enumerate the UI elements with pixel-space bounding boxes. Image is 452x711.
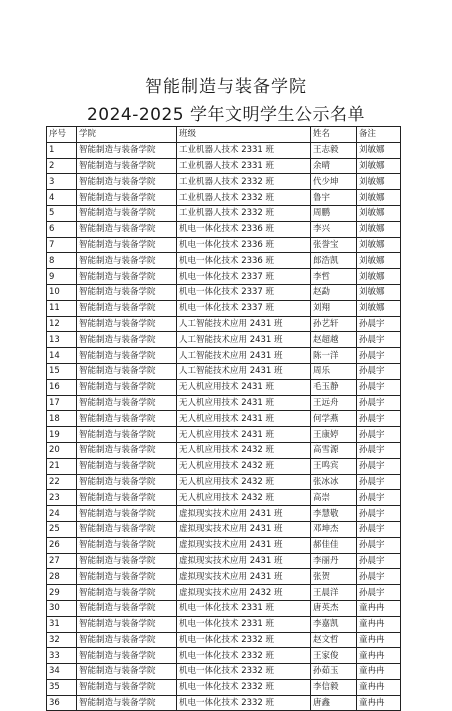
cell-index: 27	[47, 553, 77, 569]
cell-index: 5	[47, 205, 77, 221]
table-row	[47, 569, 401, 585]
table-row	[47, 411, 401, 427]
cell-name: 郝佳佳	[311, 537, 357, 553]
cell-remark: 童冉冉	[357, 632, 401, 648]
cell-remark: 童冉冉	[357, 648, 401, 664]
cell-remark: 刘敏娜	[357, 174, 401, 190]
header-class: 班级	[177, 127, 311, 143]
table-row	[47, 205, 401, 221]
cell-name: 李慧敬	[311, 506, 357, 522]
cell-index: 34	[47, 664, 77, 680]
cell-index: 20	[47, 442, 77, 458]
cell-remark: 孙晨宇	[357, 332, 401, 348]
table-row	[47, 664, 401, 680]
cell-college: 智能制造与装备学院	[77, 442, 177, 458]
cell-index: 11	[47, 300, 77, 316]
cell-remark: 孙晨宇	[357, 348, 401, 364]
cell-college: 智能制造与装备学院	[77, 679, 177, 695]
cell-class: 机电一体化技术 2331 班	[177, 600, 311, 616]
cell-class: 机电一体化技术 2336 班	[177, 253, 311, 269]
cell-index: 12	[47, 316, 77, 332]
cell-index: 28	[47, 569, 77, 585]
cell-remark: 孙晨宇	[357, 395, 401, 411]
cell-class: 人工智能技术应用 2431 班	[177, 348, 311, 364]
cell-name: 代少坤	[311, 174, 357, 190]
cell-remark: 童冉冉	[357, 600, 401, 616]
cell-remark: 孙晨宇	[357, 490, 401, 506]
cell-class: 虚拟现实技术应用 2431 班	[177, 537, 311, 553]
cell-class: 机电一体化技术 2332 班	[177, 679, 311, 695]
cell-name: 李丽丹	[311, 553, 357, 569]
cell-name: 李兴	[311, 221, 357, 237]
cell-index: 9	[47, 269, 77, 285]
cell-college: 智能制造与装备学院	[77, 474, 177, 490]
table-row	[47, 616, 401, 632]
cell-college: 智能制造与装备学院	[77, 379, 177, 395]
cell-name: 刘翔	[311, 300, 357, 316]
cell-class: 虚拟现实技术应用 2432 班	[177, 585, 311, 601]
table-row	[47, 442, 401, 458]
cell-index: 29	[47, 585, 77, 601]
cell-remark: 童冉冉	[357, 695, 401, 711]
cell-college: 智能制造与装备学院	[77, 585, 177, 601]
cell-index: 22	[47, 474, 77, 490]
table-row	[47, 142, 401, 158]
cell-name: 周鹏	[311, 205, 357, 221]
cell-class: 无人机应用技术 2431 班	[177, 395, 311, 411]
cell-index: 35	[47, 679, 77, 695]
cell-class: 机电一体化技术 2337 班	[177, 269, 311, 285]
cell-class: 虚拟现实技术应用 2431 班	[177, 569, 311, 585]
table-header-row	[47, 127, 401, 143]
cell-college: 智能制造与装备学院	[77, 190, 177, 206]
cell-class: 虚拟现实技术应用 2431 班	[177, 553, 311, 569]
cell-remark: 刘敏娜	[357, 253, 401, 269]
cell-class: 无人机应用技术 2432 班	[177, 490, 311, 506]
cell-remark: 孙晨宇	[357, 569, 401, 585]
cell-college: 智能制造与装备学院	[77, 506, 177, 522]
table-row	[47, 253, 401, 269]
cell-remark: 刘敏娜	[357, 300, 401, 316]
header-remark: 备注	[357, 127, 401, 143]
cell-class: 机电一体化技术 2331 班	[177, 616, 311, 632]
cell-index: 4	[47, 190, 77, 206]
cell-index: 17	[47, 395, 77, 411]
cell-name: 唐鑫	[311, 695, 357, 711]
cell-remark: 刘敏娜	[357, 158, 401, 174]
cell-index: 16	[47, 379, 77, 395]
table-row	[47, 221, 401, 237]
cell-remark: 孙晨宇	[357, 427, 401, 443]
cell-name: 何学燕	[311, 411, 357, 427]
cell-index: 36	[47, 695, 77, 711]
cell-remark: 童冉冉	[357, 664, 401, 680]
cell-index: 19	[47, 427, 77, 443]
cell-class: 工业机器人技术 2332 班	[177, 174, 311, 190]
cell-name: 陈一洋	[311, 348, 357, 364]
cell-index: 15	[47, 363, 77, 379]
table-row	[47, 695, 401, 711]
cell-index: 21	[47, 458, 77, 474]
cell-index: 13	[47, 332, 77, 348]
cell-name: 郎浩凯	[311, 253, 357, 269]
cell-index: 7	[47, 237, 77, 253]
cell-remark: 童冉冉	[357, 616, 401, 632]
cell-college: 智能制造与装备学院	[77, 569, 177, 585]
cell-index: 33	[47, 648, 77, 664]
table-body	[47, 142, 401, 711]
cell-class: 虚拟现实技术应用 2431 班	[177, 506, 311, 522]
cell-college: 智能制造与装备学院	[77, 521, 177, 537]
table-row	[47, 427, 401, 443]
cell-name: 孙茹玉	[311, 664, 357, 680]
cell-remark: 刘敏娜	[357, 205, 401, 221]
cell-college: 智能制造与装备学院	[77, 269, 177, 285]
cell-college: 智能制造与装备学院	[77, 490, 177, 506]
cell-college: 智能制造与装备学院	[77, 411, 177, 427]
cell-index: 26	[47, 537, 77, 553]
cell-college: 智能制造与装备学院	[77, 142, 177, 158]
table-row	[47, 395, 401, 411]
cell-name: 唐英杰	[311, 600, 357, 616]
cell-class: 人工智能技术应用 2431 班	[177, 316, 311, 332]
cell-name: 毛玉静	[311, 379, 357, 395]
cell-remark: 刘敏娜	[357, 284, 401, 300]
cell-name: 王家俊	[311, 648, 357, 664]
cell-index: 2	[47, 158, 77, 174]
cell-class: 机电一体化技术 2337 班	[177, 300, 311, 316]
cell-class: 无人机应用技术 2431 班	[177, 411, 311, 427]
cell-class: 虚拟现实技术应用 2431 班	[177, 521, 311, 537]
cell-index: 6	[47, 221, 77, 237]
cell-name: 张冰冰	[311, 474, 357, 490]
table-row	[47, 332, 401, 348]
table-row	[47, 490, 401, 506]
cell-class: 机电一体化技术 2332 班	[177, 695, 311, 711]
table-row	[47, 379, 401, 395]
cell-name: 赵勐	[311, 284, 357, 300]
cell-college: 智能制造与装备学院	[77, 616, 177, 632]
cell-college: 智能制造与装备学院	[77, 395, 177, 411]
cell-remark: 童冉冉	[357, 679, 401, 695]
header-index: 序号	[47, 127, 77, 143]
cell-class: 无人机应用技术 2431 班	[177, 427, 311, 443]
cell-remark: 孙晨宇	[357, 442, 401, 458]
cell-class: 人工智能技术应用 2431 班	[177, 332, 311, 348]
cell-class: 人工智能技术应用 2431 班	[177, 363, 311, 379]
cell-name: 高崇	[311, 490, 357, 506]
table-row	[47, 632, 401, 648]
cell-index: 10	[47, 284, 77, 300]
cell-index: 24	[47, 506, 77, 522]
cell-college: 智能制造与装备学院	[77, 648, 177, 664]
cell-remark: 刘敏娜	[357, 221, 401, 237]
cell-college: 智能制造与装备学院	[77, 332, 177, 348]
cell-college: 智能制造与装备学院	[77, 237, 177, 253]
document-subtitle: 2024-2025 学年文明学生公示名单	[86, 105, 366, 125]
cell-class: 无人机应用技术 2431 班	[177, 379, 311, 395]
table-row	[47, 537, 401, 553]
cell-index: 23	[47, 490, 77, 506]
cell-remark: 孙晨宇	[357, 537, 401, 553]
cell-class: 机电一体化技术 2336 班	[177, 237, 311, 253]
cell-index: 31	[47, 616, 77, 632]
cell-class: 工业机器人技术 2331 班	[177, 142, 311, 158]
table-row	[47, 316, 401, 332]
cell-college: 智能制造与装备学院	[77, 632, 177, 648]
cell-remark: 孙晨宇	[357, 411, 401, 427]
cell-remark: 刘敏娜	[357, 237, 401, 253]
cell-name: 张贺	[311, 569, 357, 585]
cell-remark: 孙晨宇	[357, 379, 401, 395]
cell-college: 智能制造与装备学院	[77, 221, 177, 237]
cell-name: 王康婷	[311, 427, 357, 443]
cell-name: 邓坤杰	[311, 521, 357, 537]
table-row	[47, 600, 401, 616]
cell-index: 18	[47, 411, 77, 427]
cell-name: 赵超越	[311, 332, 357, 348]
cell-remark: 孙晨宇	[357, 553, 401, 569]
cell-remark: 刘敏娜	[357, 190, 401, 206]
table-row	[47, 269, 401, 285]
cell-index: 30	[47, 600, 77, 616]
cell-college: 智能制造与装备学院	[77, 205, 177, 221]
cell-college: 智能制造与装备学院	[77, 695, 177, 711]
cell-index: 32	[47, 632, 77, 648]
table-row	[47, 648, 401, 664]
cell-college: 智能制造与装备学院	[77, 458, 177, 474]
table-row	[47, 237, 401, 253]
cell-college: 智能制造与装备学院	[77, 664, 177, 680]
cell-college: 智能制造与装备学院	[77, 348, 177, 364]
cell-college: 智能制造与装备学院	[77, 427, 177, 443]
cell-name: 李嘉凯	[311, 616, 357, 632]
cell-remark: 孙晨宇	[357, 506, 401, 522]
cell-name: 高雪源	[311, 442, 357, 458]
header-name: 姓名	[311, 127, 357, 143]
table-row	[47, 679, 401, 695]
cell-name: 孙艺轩	[311, 316, 357, 332]
cell-name: 王志毅	[311, 142, 357, 158]
header-college: 学院	[77, 127, 177, 143]
cell-name: 王远舟	[311, 395, 357, 411]
cell-class: 机电一体化技术 2336 班	[177, 221, 311, 237]
table-row	[47, 474, 401, 490]
cell-index: 8	[47, 253, 77, 269]
table-row	[47, 284, 401, 300]
cell-remark: 孙晨宇	[357, 474, 401, 490]
cell-college: 智能制造与装备学院	[77, 537, 177, 553]
cell-name: 赵文哲	[311, 632, 357, 648]
cell-class: 工业机器人技术 2332 班	[177, 190, 311, 206]
table-row	[47, 521, 401, 537]
cell-remark: 孙晨宇	[357, 363, 401, 379]
cell-index: 1	[47, 142, 77, 158]
cell-remark: 孙晨宇	[357, 585, 401, 601]
cell-class: 无人机应用技术 2432 班	[177, 474, 311, 490]
cell-college: 智能制造与装备学院	[77, 363, 177, 379]
cell-remark: 刘敏娜	[357, 269, 401, 285]
cell-class: 机电一体化技术 2332 班	[177, 664, 311, 680]
cell-class: 机电一体化技术 2337 班	[177, 284, 311, 300]
cell-name: 李信毅	[311, 679, 357, 695]
cell-class: 无人机应用技术 2432 班	[177, 458, 311, 474]
cell-index: 25	[47, 521, 77, 537]
cell-college: 智能制造与装备学院	[77, 600, 177, 616]
cell-remark: 孙晨宇	[357, 458, 401, 474]
cell-name: 王晨洋	[311, 585, 357, 601]
table-row	[47, 190, 401, 206]
cell-college: 智能制造与装备学院	[77, 174, 177, 190]
cell-remark: 孙晨宇	[357, 316, 401, 332]
student-list-table	[46, 126, 401, 711]
cell-name: 余晴	[311, 158, 357, 174]
cell-college: 智能制造与装备学院	[77, 316, 177, 332]
table-row	[47, 300, 401, 316]
table-row	[47, 174, 401, 190]
table-row	[47, 348, 401, 364]
document-title: 智能制造与装备学院	[145, 77, 307, 97]
cell-class: 机电一体化技术 2332 班	[177, 648, 311, 664]
cell-college: 智能制造与装备学院	[77, 553, 177, 569]
cell-college: 智能制造与装备学院	[77, 284, 177, 300]
cell-index: 14	[47, 348, 77, 364]
cell-name: 李哲	[311, 269, 357, 285]
table-row	[47, 553, 401, 569]
cell-name: 张誉宝	[311, 237, 357, 253]
cell-name: 王鸣宾	[311, 458, 357, 474]
table-row	[47, 363, 401, 379]
cell-remark: 刘敏娜	[357, 142, 401, 158]
table-row	[47, 458, 401, 474]
cell-class: 机电一体化技术 2332 班	[177, 632, 311, 648]
cell-college: 智能制造与装备学院	[77, 300, 177, 316]
cell-name: 周乐	[311, 363, 357, 379]
cell-class: 工业机器人技术 2331 班	[177, 158, 311, 174]
cell-class: 工业机器人技术 2332 班	[177, 205, 311, 221]
cell-name: 鲁宇	[311, 190, 357, 206]
cell-index: 3	[47, 174, 77, 190]
cell-class: 无人机应用技术 2432 班	[177, 442, 311, 458]
cell-college: 智能制造与装备学院	[77, 253, 177, 269]
cell-remark: 孙晨宇	[357, 521, 401, 537]
table-row	[47, 506, 401, 522]
cell-college: 智能制造与装备学院	[77, 158, 177, 174]
table-row	[47, 585, 401, 601]
table-row	[47, 158, 401, 174]
